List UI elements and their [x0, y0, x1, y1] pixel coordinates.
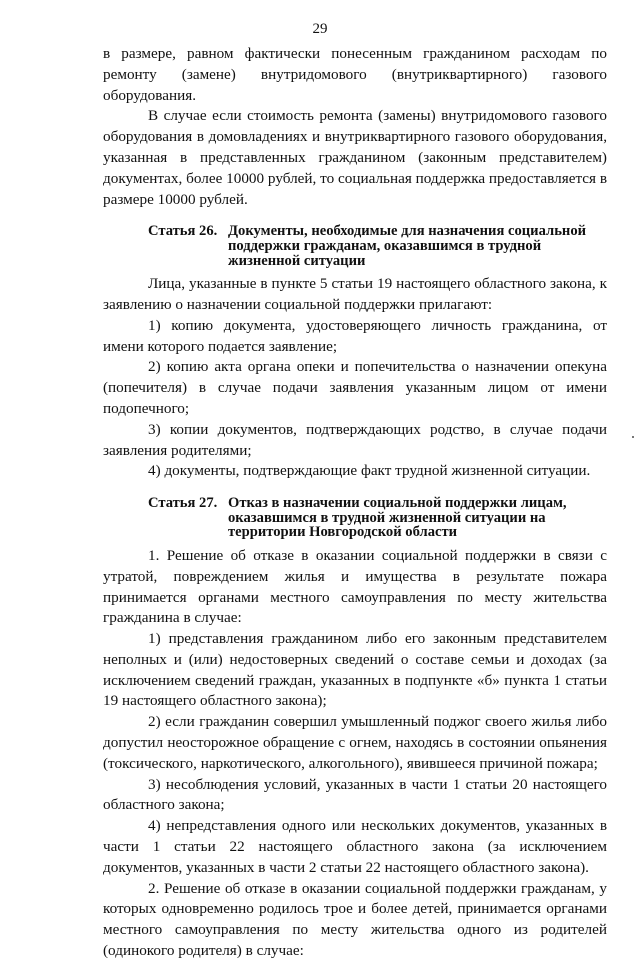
article-26-lead: Лица, указанные в пункте 5 статьи 19 настоящего областного закона, к заявлению о назначении социальной поддержки прилагают: — [103, 275, 607, 313]
article-26-item: 1) копию документа, удостоверяющего личность гражданина, от имени которого подается заявление; — [103, 316, 607, 355]
article-26-item: 3) копии документов, подтверждающих родство, в случае подачи заявления родителями; — [103, 420, 607, 459]
article-26-item: 2) копию акта органа опеки и попечительства о назначении опекуна (попечителя) в случае подачи заявления указанным лицом от имени подопечного; — [103, 358, 607, 417]
article-26-number: Статья 26. — [148, 223, 218, 240]
article-26-item: 4) документы, подтверждающие факт трудной жизненной ситуации. — [148, 462, 591, 480]
article-27-part-1: 1. Решение об отказе в оказании социальной поддержки в связи с утратой, повреждением жилья и имущества в результате пожара принимается органами местного самоуправления по месту жительства гражданина в случае: — [103, 546, 607, 627]
scan-mark — [632, 436, 634, 438]
article-27-heading — [103, 496, 607, 540]
article-27-item: 3) несоблюдения условий, указанных в части 1 статьи 20 настоящего областного закона; — [103, 775, 607, 814]
article-27-part-2: 2. Решение об отказе в оказании социальной поддержки гражданам, у которых одновременно родилось трое и более детей, принимается органами местного самоуправления по месту жительства одного из родителей (одинокого родителя) в случае: — [103, 879, 607, 960]
article-27-item: 1) представления гражданином либо его законным представителем неполных и (или) недостоверных сведений о составе семьи и доходах (за исключением сведений граждан, указанных в подпункте «б» пункта 1 статьи 19 настоящего областного закона); — [103, 630, 607, 710]
article-27-item: 4) непредставления одного или нескольких документов, указанных в части 1 статьи 22 настоящего областного закона (за исключением документов, указанных в части 2 статьи 22 настоящего областного закона). — [103, 817, 607, 876]
article-27-number: Статья 27. — [148, 495, 218, 512]
paragraph-continued: в размере, равном фактически понесенным гражданином расходам по ремонту (замене) внутридомового (внутриквартирного) газового оборудования. — [103, 45, 607, 104]
article-26-title: Документы, необходимые для назначения социальной поддержки гражданам, оказавшимся в трудной жизненной ситуации — [228, 223, 587, 269]
page-body — [103, 44, 607, 962]
article-27-title: Отказ в назначении социальной поддержки лицам, оказавшимся в трудной жизненной ситуации на территории Новгородской области — [228, 495, 567, 541]
article-27-item: 2) если гражданин совершил умышленный поджог своего жилья либо допустил неосторожное обращение с огнем, находясь в состоянии опьянения (токсического, наркотического, алкогольного), явившееся причиной пожара; — [103, 713, 607, 772]
article-26-heading — [103, 224, 607, 268]
page-number: 29 — [312, 21, 328, 37]
paragraph-cost-limit: В случае если стоимость ремонта (замены) внутридомового газового оборудования в домовладениях и внутриквартирного газового оборудования, указанная в представленных гражданином (законным представителем) документах, более 10000 рублей, то социальная поддержка предоставляется в размере 10000 рублей. — [103, 107, 607, 208]
